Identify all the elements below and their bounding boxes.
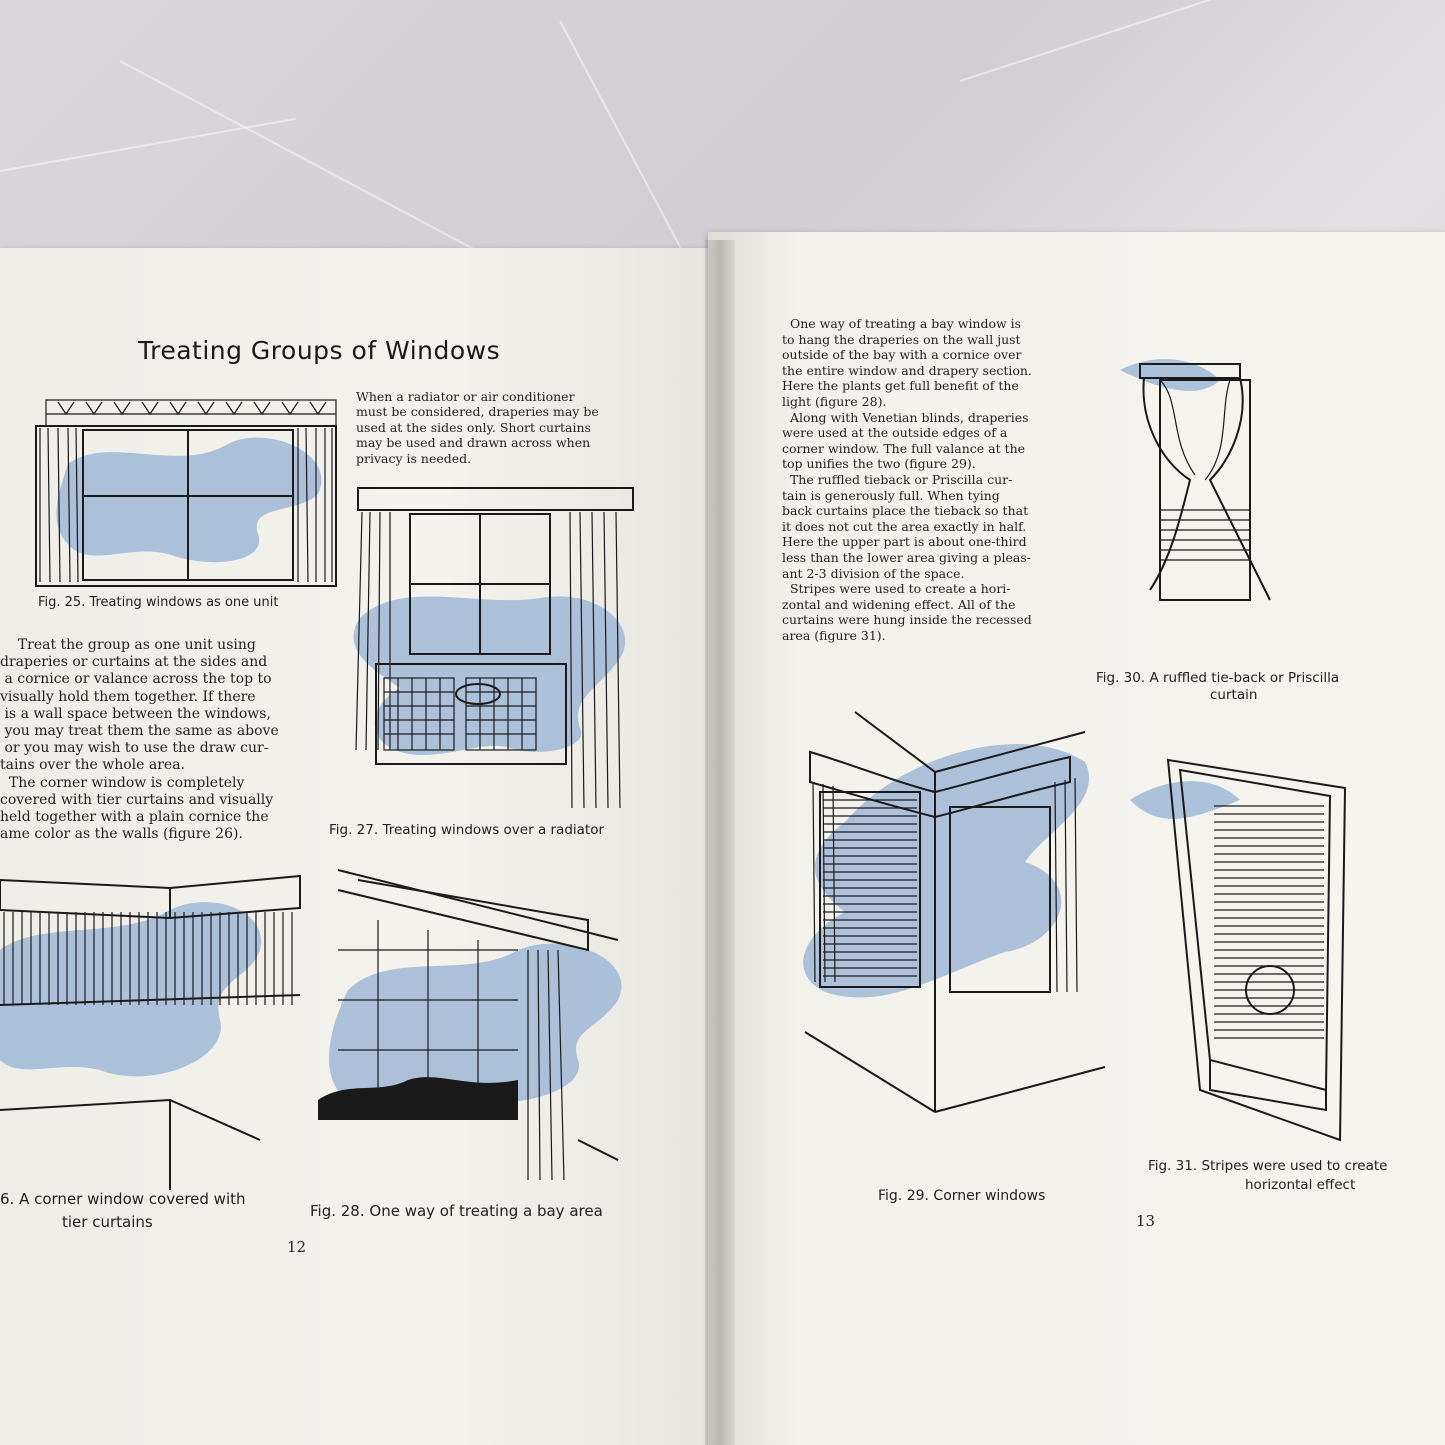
figure-31-illustration [1130, 760, 1360, 1150]
marble-vein [960, 0, 1417, 82]
figure-26-caption-line1: 6. A corner window covered with [0, 1190, 246, 1208]
right-page-number: 13 [1136, 1212, 1156, 1230]
figure-30-illustration [1120, 340, 1320, 660]
left-page-number: 12 [287, 1238, 307, 1256]
figure-25-illustration [28, 394, 348, 590]
book-gutter [705, 240, 735, 1445]
figure-26-caption-line2: tier curtains [62, 1213, 153, 1231]
figure-27-illustration [340, 488, 640, 818]
figure-30-caption-line2: curtain [1210, 687, 1258, 703]
figure-29-illustration [785, 712, 1115, 1152]
figure-26-illustration [0, 870, 305, 1190]
right-body-paragraph: One way of treating a bay window is to hang the draperies on the wall just outside of the bay with a cornice over the entire window and drapery section. Here the plants get full benefit of the light (figure 28). Along with Venetian blinds, draperies were used at the outside edges of a corner window. The full valance at the top unifies the two (figure 29). The ruffled tieback or Priscilla cur- tain is generously full. When tying back curtains place the tieback so that it does not cut the area exactly in half. Here the upper part is about one-third less than the lower area giving a pleas- ant 2-3 division of the space. Stripes were used to create a hori- zontal and widening effect. All of the curtains were hung inside the recessed area (figure 31). [782, 316, 1032, 643]
left-body-paragraph: Treat the group as one unit using draperies or curtains at the sides and a cornice or valance across the top to visually hold them together. If there is a wall space between the windows, you may treat them the same as above or you may wish to use the draw cur- tains over the whole area. The corner window is completely covered with tier curtains and visually held together with a plain cornice the ame color as the walls (figure 26). [0, 637, 279, 843]
figure-30-caption-line1: Fig. 30. A ruffled tie-back or Priscilla [1096, 670, 1340, 686]
marble-vein [0, 118, 296, 172]
figure-29-caption: Fig. 29. Corner windows [878, 1188, 1046, 1204]
figure-28-caption: Fig. 28. One way of treating a bay area [310, 1202, 603, 1220]
figure-27-caption: Fig. 27. Treating windows over a radiator [329, 822, 605, 838]
figure-31-caption-line1: Fig. 31. Stripes were used to create [1148, 1158, 1388, 1174]
figure-25-caption: Fig. 25. Treating windows as one unit [38, 595, 279, 610]
page-title: Treating Groups of Windows [138, 336, 501, 365]
intro-paragraph: When a radiator or air conditioner must be considered, draperies may be used at the sides only. Short curtains may be used and drawn across when privacy is needed. [356, 389, 599, 466]
figure-31-caption-line2: horizontal effect [1245, 1177, 1356, 1193]
figure-28-illustration [318, 870, 643, 1200]
